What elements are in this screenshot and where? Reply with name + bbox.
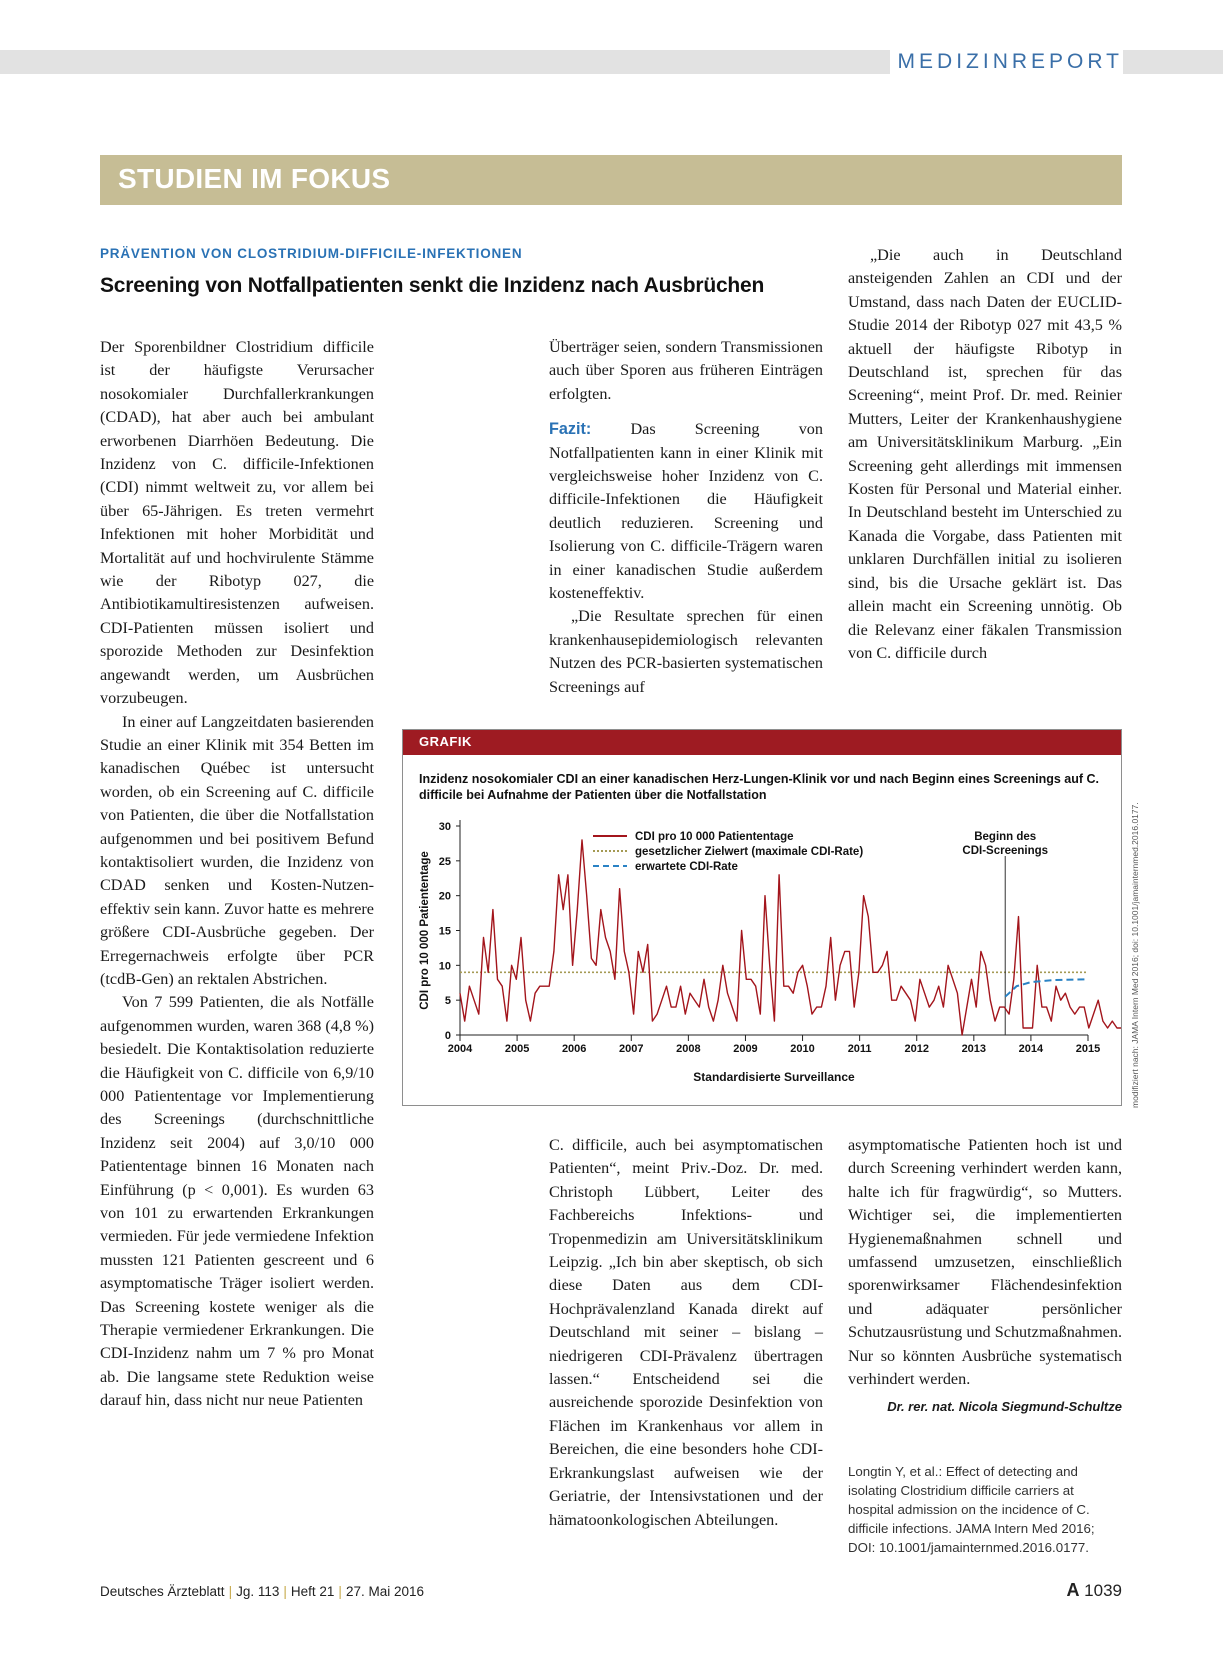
x-tick-label: 2008 <box>676 1043 701 1055</box>
grafik-box <box>402 729 1122 1106</box>
column-3-top <box>848 244 1122 665</box>
paragraph: Der Sporenbildner Clostridium difficile ist der häufigste Verursacher nosokomialer Durchfallerkrankungen (CDAD), hat aber auch bei ambulant erworbenen Diarrhöen Bedeutung. Die Inzidenz von C. difficile-Infektionen (CDI) nimmt weltweit zu, vor allem bei über 65-Jährigen. Es treten vermehrt Infektionen mit hoher Morbidität und Mortalität auf und hochvirulente Stämme wie der Ribotyp 027, die Antibiotikamultiresistenzen aufweisen. CDI-Patienten müssen isoliert und sporozide Methoden zur Desinfektion angewandt werden, um Ausbrüchen vorzubeugen. <box>100 338 374 708</box>
y-tick-label: 15 <box>438 925 451 938</box>
page-number-value: 1039 <box>1084 1581 1122 1600</box>
y-tick-label: 25 <box>438 855 451 868</box>
fazit-text: Das Screening von Notfallpatienten kann in einer Klinik mit vergleichsweise hoher Inzidenz von C. difficile-Infektionen die Häufigkeit deutlich reduzieren. Screening und Isolierung von C. difficile-Trägern waren in einer kanadischen Studie außerdem kosteneffektiv. <box>549 420 823 603</box>
reference: Longtin Y, et al.: Effect of detecting and isolating Clostridium difficile carriers at hospital admission on the incidence of C. difficile infections. JAMA Intern Med 2016; DOI: 10.1001/jamainternmed.2016.0177. <box>848 1464 1095 1555</box>
journal-date: 27. Mai 2016 <box>345 1584 424 1599</box>
paragraph: Von 7 599 Patienten, die als Notfälle aufgenommen wurden, waren 368 (4,8 %) besiedelt. Die Kontaktisolation reduzierte die Häufigkeit von C. difficile von 6,9/10 000 Patiententage vor Implementierung des Screenings (durchschnittliche Inzidenz seit 2004) auf 3,0/10 000 Patiententage binnen 16 Monaten nach Einführung (p < 0,001). Es wurden 63 von 101 zu erwartenden Erkrankungen vermieden. Für jede vermiedene Infektion mussten 121 Patienten gescreent und 6 asymptomatische Träger isoliert werden. Das Screening kostete weniger als die Therapie vermiedener Erkrankungen. Die CDI-Inzidenz nahm um 7 % pro Monat ab. Die langsame stete Reduktion weise darauf hin, dass nicht nur neue Patienten <box>100 993 374 1410</box>
legend-label: erwartete CDI-Rate <box>635 861 738 873</box>
x-tick-label: 2005 <box>504 1043 530 1055</box>
paragraph: C. difficile, auch bei asymptomatischen Patienten“, meint Priv.-Doz. Dr. med. Christoph Lübbert, Leiter des Fachbereichs Infektions- und Tropenmedizin am Universitätsklinikum Leipzig. „Ich bin aber skeptisch, ob sich diese Daten aus dem CDI-Hochprävalenzland Kanada direkt auf Deutschland mit seiner – bislang – niedrigeren CDI-Prävalenz übertragen lassen.“ Entscheidend sei die ausreichende sporozide Desinfektion von Flächen im Krankenhaus vor allem in Bereichen, die eine besonders hohe CDI-Erkrankungslast aufweisen wie der Geriatrie, der Intensivstationen und der hämatoonkologischen Abteilungen. <box>549 1136 823 1529</box>
x-tick-label: 2009 <box>733 1043 758 1055</box>
y-tick-label: 30 <box>438 821 451 833</box>
fazit-label: Fazit: <box>549 420 592 439</box>
journal-issue: Heft 21 <box>290 1584 335 1599</box>
section-banner <box>100 155 1122 205</box>
x-tick-label: 2015 <box>1075 1043 1101 1055</box>
paragraph: asymptomatische Patienten hoch ist und durch Screening verhindert werden kann, halte ich für fragwürdig“, so Mutters. Wichtiger sei, die implementierten Hygienemaßnahmen schnell und umfassend umzusetzen, einschließlich sporenwirksamer Flächendesinfektion und adäquater persönlicher Schutzausrüstung und Schutzmaßnahmen. Nur so könnten Ausbrüche systematisch verhindert werden. <box>848 1136 1122 1389</box>
column-2-top <box>549 336 823 699</box>
y-tick-label: 0 <box>444 1030 451 1042</box>
chart-title: Inzidenz nosokomialer CDI an einer kanadischen Herz-Lungen-Klinik vor und nach Beginn eines Screenings auf C. difficile bei Aufnahme der Patienten über die Notfallstation <box>419 772 1099 802</box>
column-3-bottom <box>848 1134 1122 1419</box>
line-chart <box>403 730 1121 1105</box>
y-tick-label: 5 <box>444 995 451 1008</box>
column-1 <box>100 336 374 1413</box>
x-tick-label: 2011 <box>847 1043 872 1055</box>
x-tick-label: 2007 <box>619 1043 644 1055</box>
page-prefix: A <box>1066 1580 1080 1600</box>
article-headline: Screening von Notfallpatienten senkt die Inzidenz nach Ausbrüchen <box>100 274 765 297</box>
source-note: modifiziert nach: JAMA Intern Med 2016; doi: 10.1001/jamainternmed.2016.0177. <box>1130 802 1140 1108</box>
page-number <box>1066 1580 1122 1601</box>
x-axis-label: Standardisierte Surveillance <box>693 1070 855 1084</box>
x-tick-label: 2012 <box>904 1043 929 1055</box>
x-tick-label: 2013 <box>961 1043 987 1055</box>
column-2-bottom <box>549 1134 823 1532</box>
author-signature: Dr. rer. nat. Nicola Siegmund-Schultze <box>887 1399 1122 1415</box>
annotation-label: CDI-Screenings <box>962 845 1049 857</box>
y-tick-label: 20 <box>438 890 451 903</box>
annotation-label: Beginn des <box>974 831 1037 843</box>
series-line-observed <box>460 840 1121 1035</box>
x-tick-label: 2004 <box>447 1043 473 1055</box>
paragraph: In einer auf Langzeitdaten basierenden Studie an einer Klinik mit 354 Betten im kanadischen Québec ist untersucht worden, ob ein Screening auf C. difficile von Patienten, die über die Notfallstation aufgenommen und bei positivem Befund kontaktisoliert wurden, die Inzidenz von CDAD senken und Kosten-Nutzen-effektiv sein kann. Zuvor hatte es mehrere größere CDI-Ausbrüche gegeben. Der Erregernachweis erfolgte über PCR (tcdB-Gen) an rektalen Abstrichen. <box>100 712 374 988</box>
paragraph: Überträger seien, sondern Transmissionen auch über Sporen aus früheren Einträgen erfolgten. <box>549 338 823 403</box>
footer: Deutsches Ärzteblatt | Jg. 113 | Heft 21 | 27. Mai 2016 <box>100 1584 424 1599</box>
fazit-paragraph <box>549 418 823 605</box>
paragraph: „Die auch in Deutschland ansteigenden Zahlen an CDI und der Umstand, dass nach Daten der EUCLID-Studie 2014 der Ribotyp 027 mit 43,5 % aktuell der häufigste Ribotyp in Deutschland ist, sprechen für das Screening“, meint Prof. Dr. med. Reinier Mutters, Leiter der Krankenhaushygiene am Universitätsklinikum Marburg. „Ein Screening geht allerdings mit immensen Kosten für Personal und Material einher. In Deutschland besteht im Unterschied zu Kanada die Vorgabe, dass Patienten mit unklaren Durchfällen initial zu isolieren sind, bis die Ursache geklärt ist. Das allein macht ein Screening unnötig. Ob die Relevanz einer fäkalen Transmission von C. difficile durch <box>848 246 1122 662</box>
banner-title: STUDIEN IM FOKUS <box>118 163 391 194</box>
x-tick-label: 2010 <box>790 1043 815 1055</box>
section-label: MEDIZINREPORT <box>890 48 1123 76</box>
article-kicker: PRÄVENTION VON CLOSTRIDIUM-DIFFICILE-INFEKTIONEN <box>100 246 523 261</box>
y-tick-label: 10 <box>438 960 451 973</box>
y-axis-label: CDI pro 10 000 Patiententage <box>419 851 431 1010</box>
grafik-label: GRAFIK <box>419 734 472 749</box>
x-tick-label: 2014 <box>1018 1043 1044 1055</box>
paragraph: „Die Resultate sprechen für einen krankenhausepidemiologisch relevanten Nutzen des PCR-basierten systematischen Screenings auf <box>549 607 823 696</box>
legend-label: gesetzlicher Zielwert (maximale CDI-Rate) <box>635 846 864 858</box>
journal-name: Deutsches Ärzteblatt <box>100 1584 225 1599</box>
x-tick-label: 2006 <box>561 1043 587 1055</box>
series-line-expected <box>1005 979 1088 996</box>
legend-label: CDI pro 10 000 Patiententage <box>635 831 794 843</box>
journal-volume: Jg. 113 <box>236 1584 280 1599</box>
